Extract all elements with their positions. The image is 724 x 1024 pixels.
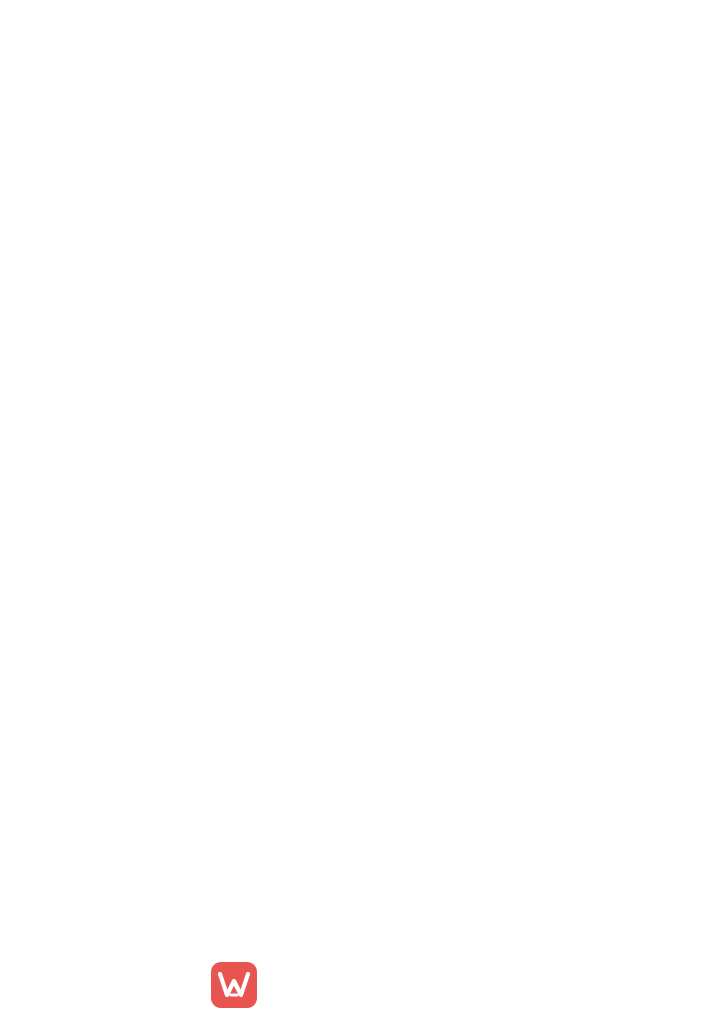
wps-logo-icon[interactable] bbox=[211, 962, 257, 1008]
wps-w-glyph-icon bbox=[218, 971, 250, 999]
